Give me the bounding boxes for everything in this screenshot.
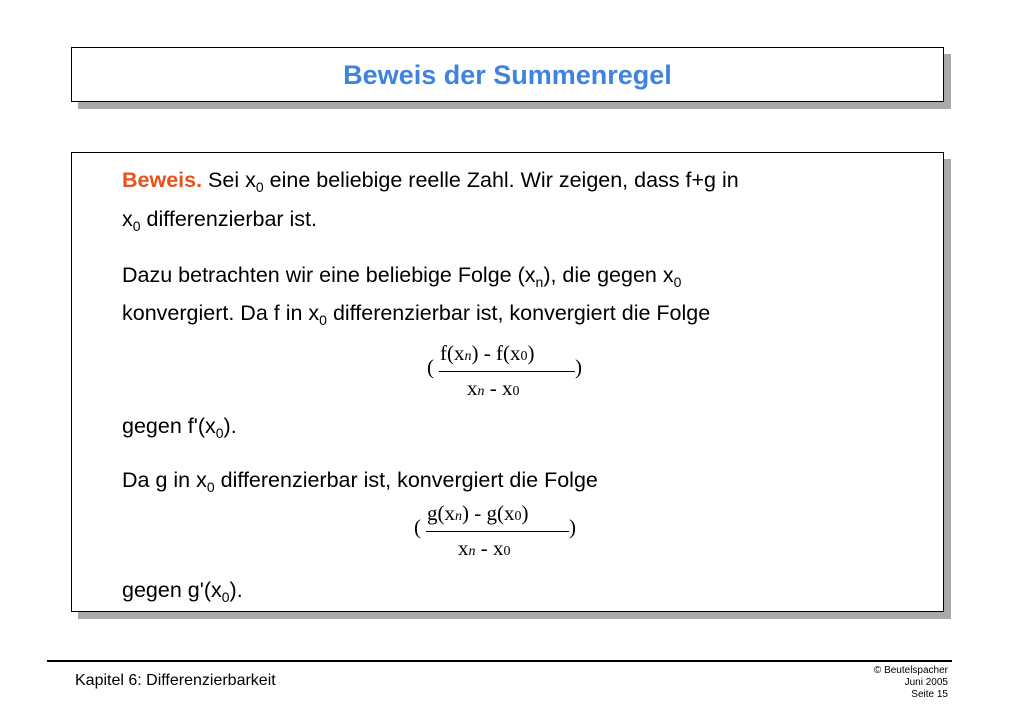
fraction-bar [439,371,575,372]
fraction-bar [426,531,569,532]
denominator: xn - x0 [458,536,511,560]
chapter-label: Kapitel 6: Differenzierbarkeit [75,672,276,689]
proof-line-4: konvergiert. Da f in $x_0$ differenzierbar ist, konvergiert die Folge [122,301,711,328]
footer-info [874,665,948,701]
title-box [71,47,944,102]
proof-line-3: Dazu betrachten wir eine beliebige Folge $(x_n)$, die gegen $x_0$ [122,263,682,290]
footer-rule [47,660,952,662]
author-label: © Beutelspacher [873,665,948,676]
difference-quotient-f: ( f(xn) - f(x0) xn - x0 ) [427,341,582,400]
proof-line-7: gegen $g'(x_0)$. [122,578,243,605]
date-label: Juni 2005 [904,677,948,688]
proof-line-1: Beweis. Sei $x_0$ eine beliebige reelle Zahl. Wir zeigen, dass f+g in [122,168,739,195]
numerator: f(xn) - f(x0) [440,341,535,365]
difference-quotient-g: ( g(xn) - g(x0) xn - x0 ) [414,501,576,560]
proof-line-2: $x_0$ differenzierbar ist. [122,207,318,234]
proof-label: Beweis. [122,168,203,192]
slide-title: Beweis der Summenregel [343,60,672,90]
content-box [71,152,944,612]
proof-line-5: gegen $f'(x_0)$. [122,414,237,441]
denominator: xn - x0 [467,376,520,400]
proof-line-6: Da g in $x_0$ differenzierbar ist, konvergiert die Folge [122,468,598,495]
page-number: Seite 15 [911,689,948,700]
numerator: g(xn) - g(x0) [427,501,529,525]
